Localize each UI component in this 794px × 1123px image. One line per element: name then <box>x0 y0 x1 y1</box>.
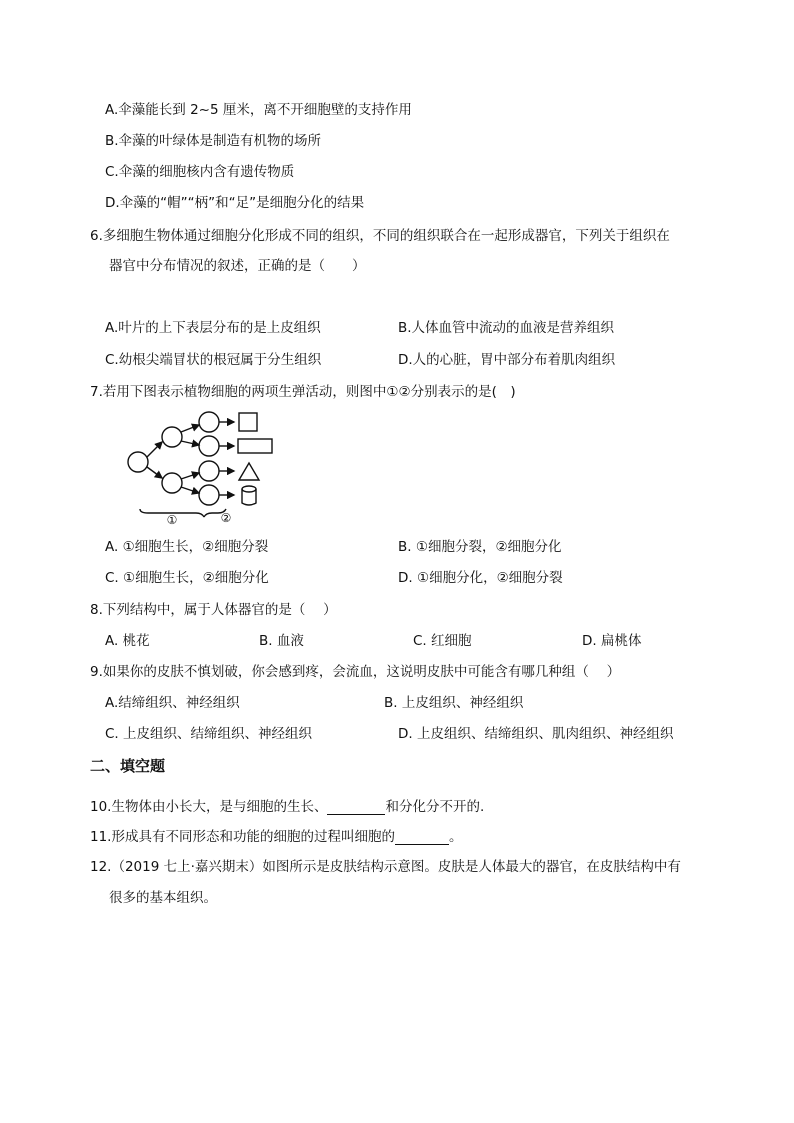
q11-text-after: 。 <box>448 829 463 845</box>
q5-option-c[interactable]: C.伞藻的细胞核内含有遗传物质 <box>105 164 295 180</box>
square-cell-shape <box>239 413 257 431</box>
q9-stem: 9.如果你的皮肤不慎划破，你会感到疼，会流血，这说明皮肤中可能含有哪几种组（ ） <box>90 664 621 680</box>
cell-gen2-1 <box>199 412 219 432</box>
q10-line <box>90 799 484 815</box>
q9-option-d[interactable]: D. 上皮组织、结缔组织、肌肉组织、神经组织 <box>398 726 674 742</box>
label-two: ② <box>220 511 232 525</box>
q12-stem-line1: 12.（2019 七上·嘉兴期末）如图所示是皮肤结构示意图。皮肤是人体最大的器官，在皮肤结构中有 <box>90 859 681 875</box>
q11-line <box>90 829 462 845</box>
q6-option-b[interactable]: B.人体血管中流动的血液是营养组织 <box>398 320 615 336</box>
cell-gen1-bottom <box>162 473 182 493</box>
q10-text-before: 10.生物体由小长大，是与细胞的生长、 <box>90 799 328 815</box>
q7-option-b[interactable]: B. ①细胞分裂，②细胞分化 <box>398 539 562 555</box>
cell-division-diagram <box>118 405 288 527</box>
label-one: ① <box>166 513 178 527</box>
triangle-cell-shape <box>239 463 259 480</box>
q7-stem: 7.若用下图表示植物细胞的两项生弹活动，则图中①②分别表示的是( ) <box>90 384 516 400</box>
cell-gen2-4 <box>199 485 219 505</box>
q8-option-d[interactable]: D. 扁桃体 <box>582 633 642 649</box>
q9-option-c[interactable]: C. 上皮组织、结缔组织、神经组织 <box>105 726 313 742</box>
q7-option-a[interactable]: A. ①细胞生长，②细胞分裂 <box>105 539 269 555</box>
q5-option-b[interactable]: B.伞藻的叶绿体是制造有机物的场所 <box>105 133 322 149</box>
q11-answer-blank[interactable] <box>395 831 449 845</box>
q10-answer-blank[interactable] <box>327 801 385 815</box>
section-fill-in-heading: 二、填空题 <box>90 757 166 775</box>
cell-gen1-top <box>162 427 182 447</box>
q7-option-c[interactable]: C. ①细胞生长，②细胞分化 <box>105 570 269 586</box>
q8-option-b[interactable]: B. 血液 <box>259 633 304 649</box>
q9-option-a[interactable]: A.结缔组织、神经组织 <box>105 695 240 711</box>
q8-stem: 8.下列结构中，属于人体器官的是（ ） <box>90 602 337 618</box>
cell-origin <box>128 452 148 472</box>
q5-option-a[interactable]: A.伞藻能长到 2~5 厘米，离不开细胞壁的支持作用 <box>105 102 412 118</box>
q8-option-c[interactable]: C. 红细胞 <box>413 633 472 649</box>
cell-gen2-3 <box>199 461 219 481</box>
cell-gen2-2 <box>199 436 219 456</box>
q5-option-d[interactable]: D.伞藻的“帽”“柄”和“足”是细胞分化的结果 <box>105 195 365 211</box>
q8-option-a[interactable]: A. 桃花 <box>105 633 150 649</box>
q6-stem-line2: 器官中分布情况的叙述，正确的是（ ） <box>109 258 366 274</box>
q6-option-a[interactable]: A.叶片的上下表层分布的是上皮组织 <box>105 320 321 336</box>
q6-option-d[interactable]: D.人的心脏，胃中部分布着肌肉组织 <box>398 352 616 368</box>
q9-option-b[interactable]: B. 上皮组织、神经组织 <box>384 695 524 711</box>
q6-option-c[interactable]: C.幼根尖端冒状的根冠属于分生组织 <box>105 352 322 368</box>
rectangle-cell-shape <box>238 439 272 453</box>
q12-stem-line2: 很多的基本组织。 <box>109 890 217 906</box>
q10-text-after: 和分化分不开的. <box>385 799 485 815</box>
q11-text-before: 11.形成具有不同形态和功能的细胞的过程叫细胞的 <box>90 829 395 845</box>
q7-option-d[interactable]: D. ①细胞分化，②细胞分裂 <box>398 570 563 586</box>
q6-stem-line1: 6.多细胞生物体通过细胞分化形成不同的组织，不同的组织联合在一起形成器官，下列关于组织在 <box>90 228 670 244</box>
